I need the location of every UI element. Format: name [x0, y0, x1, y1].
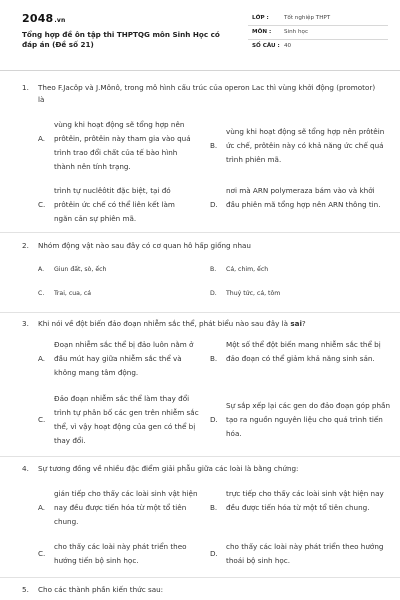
question-text: Theo F.Jacôp và J.Mônô, trong mô hình cấu trúc của operon Lac thì vùng khởi động (promotor) là [38, 83, 376, 104]
option-letter: B. [210, 503, 218, 512]
option-text: gián tiếp cho thấy các loài sinh vật hiện nay đều được tiến hóa từ một tổ tiên chung. [54, 489, 198, 526]
option-text: Giun đất, sò, ếch [54, 266, 107, 273]
document-header [0, 0, 400, 70]
option-text: Đảo đoạn nhiễm sắc thể làm thay đổi trình tự phân bố các gen trên nhiễm sắc thể, vì vậy hoạt động của gen có thể bị thay đổi. [54, 394, 199, 445]
option-letter: B. [210, 266, 217, 273]
option-letter: A. [38, 503, 46, 512]
site-logo[interactable] [22, 12, 65, 25]
meta-key: SỐ CÂU : [252, 43, 280, 49]
meta-key: LỚP : [252, 15, 269, 21]
question-number: 4. [22, 464, 29, 473]
question-emphasis: sai [290, 319, 302, 328]
option-text: cho thấy các loài này phát triển theo hướng thoái bộ sinh học. [226, 542, 384, 565]
question-text: Cho các thành phần kiến thức sau: [38, 585, 164, 594]
question-text [38, 318, 383, 330]
option-letter: D. [210, 200, 218, 209]
option-letter: C. [38, 415, 46, 424]
logo-suffix: .vn [54, 17, 66, 24]
header-divider [0, 70, 400, 71]
meta-value: Tốt nghiệp THPT [284, 15, 331, 21]
option-text: Một số thể đột biến mang nhiễm sắc thể bị đảo đoạn có thể giảm khả năng sinh sản. [226, 340, 381, 363]
question-number: 5. [22, 585, 29, 594]
option-letter: D. [210, 549, 218, 558]
meta-row-subject [248, 26, 388, 40]
option-text: cho thấy các loài này phát triển theo hướng tiến bộ sinh học. [54, 542, 187, 565]
option-text: Đoạn nhiễm sắc thể bị đảo luôn nằm ở đầu mút hay giữa nhiễm sắc thể và không mang tâm động. [54, 340, 194, 377]
option-letter: D. [210, 290, 217, 297]
option-text: trình tự nuclêôtit đặc biệt, tại đó prôtêin ức chế có thể liên kết làm ngăn cản sự phiên mã. [54, 186, 175, 223]
option-letter: C. [38, 290, 45, 297]
meta-row-class [248, 12, 388, 26]
question-number: 1. [22, 83, 29, 92]
question-divider [0, 312, 400, 313]
option-letter: B. [210, 354, 218, 363]
question-number: 2. [22, 241, 29, 250]
meta-value: 40 [284, 43, 292, 49]
logo-main: 2048 [22, 12, 54, 25]
question-text-main: Khi nói về đột biến đảo đoạn nhiễm sắc thể, phát biểu nào sau đây là [38, 319, 291, 328]
option-letter: C. [38, 549, 46, 558]
question-divider [0, 577, 400, 578]
option-letter: A. [38, 354, 46, 363]
option-text: nơi mà ARN polymeraza bám vào và khởi đầu phiên mã tổng hợp nên ARN thông tin. [226, 186, 381, 209]
question-text: Nhóm động vật nào sau đây có cơ quan hô hấp giống nhau [38, 241, 251, 250]
question-text-end: ? [301, 319, 306, 328]
document-title: Tổng hợp đề ôn tập thi THPTQG môn Sinh Học có đáp án (Đề số 21) [22, 30, 220, 49]
option-letter: A. [38, 266, 45, 273]
meta-key: MÔN : [252, 29, 272, 35]
question-divider [0, 456, 400, 457]
option-letter: D. [210, 415, 218, 424]
option-text: vùng khi hoạt động sẽ tổng hợp nên prôtêin ức chế, prôtêin này có khả năng ức chế quá trình phiên mã. [226, 127, 385, 164]
option-text: Thuỷ tức, cá, tôm [226, 290, 281, 297]
option-text: Cá, chim, ếch [226, 266, 269, 273]
option-text: trực tiếp cho thấy các loài sinh vật hiện nay đều được tiến hóa từ một tổ tiên chung. [226, 489, 384, 512]
meta-value: Sinh học [284, 29, 309, 35]
question-text: Sự tương đồng về nhiều đặc điểm giải phẫu giữa các loài là bằng chứng: [38, 464, 299, 473]
option-letter: B. [210, 141, 218, 150]
option-text: Sự sắp xếp lại các gen do đảo đoạn góp phần tạo ra nguồn nguyên liệu cho quá trình tiến hóa. [226, 401, 391, 438]
option-text: Trai, cua, cá [54, 290, 92, 297]
question-number: 3. [22, 319, 29, 328]
meta-table [248, 12, 388, 54]
meta-row-count [248, 40, 388, 54]
option-text: vùng khi hoạt động sẽ tổng hợp nên prôtêin, prôtêin này tham gia vào quá trình trao đổi chất của tế bào hình thành nên tính trạng. [54, 120, 191, 171]
option-letter: A. [38, 134, 46, 143]
question-divider [0, 232, 400, 233]
option-letter: C. [38, 200, 46, 209]
